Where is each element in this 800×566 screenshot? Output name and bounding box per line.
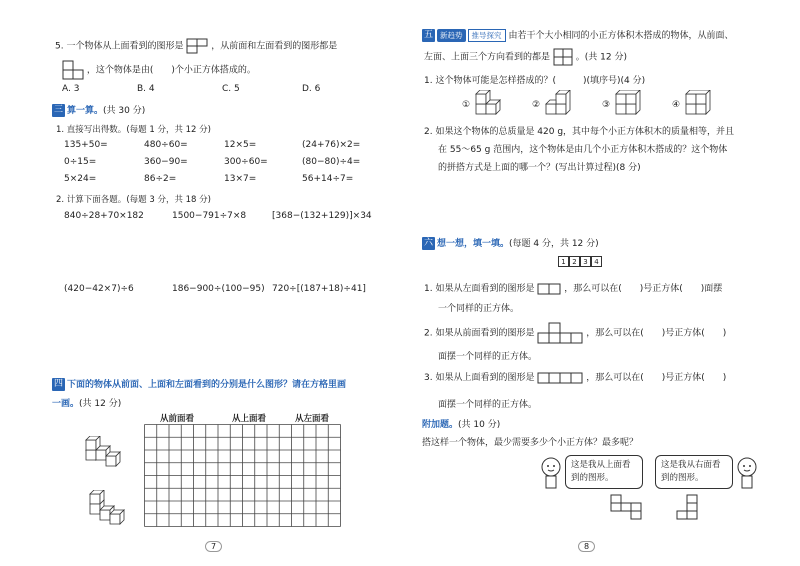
section-3-sub1: 1. 直接写出得数。(每题 1 分，共 12 分): [56, 125, 211, 135]
section-6-number: 六: [423, 238, 433, 248]
cube-1: 1: [558, 256, 569, 267]
calc2-item: 840÷28+70×182: [64, 211, 144, 221]
calc-item: 480÷60=: [144, 140, 188, 150]
sec6-q1-a: 1. 如果从左面看到的图形是: [424, 284, 535, 294]
section-5-text-2a: 左面、上面三个方向看到的都是: [424, 52, 551, 63]
figure-option-2[interactable]: ②: [532, 100, 541, 110]
trend-tag: 新趋势: [437, 29, 466, 42]
cube-4: 4: [591, 256, 602, 267]
figure-option-4[interactable]: ④: [672, 100, 681, 110]
sec6-q2-a: 2. 如果从前面看到的图形是: [424, 328, 535, 339]
q5-text-a: 5. 一个物体从上面看到的图形是: [55, 41, 184, 52]
calc2-item: 186−900÷(100−95): [172, 284, 265, 294]
square-view-shape-icon: [553, 48, 573, 66]
cube-object-2-icon: [86, 490, 126, 526]
section-5-header: [422, 28, 734, 42]
front-view-shape-2-icon: [537, 322, 583, 344]
grid-header-left: 从左面看: [295, 414, 330, 424]
sec6-q1-c: 一个同样的正方体。: [438, 304, 520, 314]
calc-item: (24+76)×2=: [302, 140, 361, 150]
calc-item: 0÷15=: [64, 157, 97, 167]
cube-object-1-icon: [82, 436, 122, 470]
speech-bubble-top: 这是我从上面看到的图形。: [565, 455, 643, 489]
figure-3-icon: [614, 90, 648, 118]
calc-item: 86÷2=: [144, 174, 177, 184]
cube-3: 3: [580, 256, 591, 267]
section-5-q2-line2: 在 55～65 g 范围内，这个物体是由几个小正方体积木搭成的？这个物体: [438, 145, 728, 155]
figure-option-3[interactable]: ③: [602, 100, 611, 110]
figure-2-icon: [544, 90, 578, 118]
q5-line1: [55, 38, 337, 54]
q5-text-b: ，从前面和左面看到的图形都是: [211, 41, 338, 52]
sec6-q3-a: 3. 如果从上面看到的图形是: [424, 373, 535, 383]
calc-item: (80−80)÷4=: [302, 157, 361, 167]
calc-item: 360−90=: [144, 157, 188, 167]
q5-text-c: ，这个物体是由( )个小正方体搭成的。: [86, 65, 256, 76]
calc2-item: [368−(132+129)]×34: [272, 211, 372, 221]
top-view-figure-icon: [610, 494, 644, 520]
section-5-text-2b: 。(共 12 分): [575, 52, 627, 63]
calc-item: 300÷60=: [224, 157, 268, 167]
section-5-number: 五: [423, 30, 433, 40]
calc2-item: 1500−791÷7×8: [172, 211, 247, 221]
option-figures: [462, 90, 782, 120]
speech-bubble-right: 这是我从右面看到的图形。: [655, 455, 733, 489]
figure-option-1[interactable]: ①: [462, 100, 471, 110]
figure-1-icon: [474, 90, 508, 118]
grid-header-top: 从上面看: [232, 414, 267, 424]
left-view-shape-icon: [537, 283, 561, 295]
section-3-header: [52, 103, 145, 117]
top-view-shape-2-icon: [537, 372, 583, 384]
page-number-left: 7: [205, 541, 222, 552]
calc-item: 5×24=: [64, 174, 97, 184]
section-5-text-1: 由若干个大小相同的小正方体积木搭成的物体，从前面、: [508, 31, 734, 41]
section-5-q2-line1: 2. 如果这个物体的总质量是 420 g，其中每个小正方体积木的质量相等，并且: [424, 127, 735, 137]
explore-tag: 推导探究: [468, 29, 506, 42]
option-a[interactable]: A. 3: [62, 84, 80, 94]
sec6-q3: [424, 370, 726, 384]
calc-item: 135+50=: [64, 140, 108, 150]
calc-item: 13×7=: [224, 174, 257, 184]
top-view-shape-icon: [186, 38, 208, 54]
page-number-right: 8: [578, 541, 595, 552]
extra-score: (共 10 分): [458, 420, 501, 430]
section-4-score: (共 12 分): [79, 399, 122, 409]
calc2-item: (420−42×7)÷6: [64, 284, 134, 294]
calc2-item: 720÷[(187+18)÷41]: [272, 284, 366, 294]
extra-title: 附加题。: [422, 420, 459, 430]
sec6-q2-c: 面摆一个同样的正方体。: [438, 352, 538, 362]
section-4-title-2: 一画。: [52, 399, 80, 409]
front-view-shape-icon: [62, 60, 84, 80]
option-c[interactable]: C. 5: [222, 84, 240, 94]
cube-2: 2: [569, 256, 580, 267]
right-view-figure-icon: [675, 494, 701, 520]
section-5-line2: [424, 48, 627, 66]
calc-item: 12×5=: [224, 140, 257, 150]
section-3-title: 算一算。: [67, 106, 104, 116]
sec6-q3-c: 面摆一个同样的正方体。: [438, 400, 538, 410]
section-4-title: 下面的物体从前面、上面和左面看到的分别是什么图形？请在方格里画: [67, 380, 347, 390]
figure-4-icon: [684, 90, 718, 118]
sec6-q2-b: ，那么可以在( )号正方体( ): [586, 328, 727, 339]
option-b[interactable]: B. 4: [137, 84, 155, 94]
section-3-sub2: 2. 计算下面各题。(每题 3 分，共 18 分): [56, 195, 211, 205]
sec6-q3-b: ，那么可以在( )号正方体( ): [586, 373, 727, 383]
calc-grid: [64, 140, 364, 200]
sec6-q2: [424, 322, 726, 344]
sec6-q1: [424, 281, 722, 295]
section-4-header-2: [52, 396, 121, 409]
section-4-header: [52, 377, 346, 391]
option-d[interactable]: D. 6: [302, 84, 321, 94]
sec6-q1-b: ，那么可以在( )号正方体( )面摆: [564, 284, 723, 294]
numbered-cubes: [558, 256, 602, 267]
calc-item: 56+14÷7=: [302, 174, 354, 184]
right-page: [400, 0, 800, 566]
section-6-title: 想一想，填一填。: [437, 239, 510, 249]
section-6-score: (每题 4 分，共 12 分): [509, 239, 599, 249]
section-3-score: (共 30 分): [103, 106, 146, 116]
section-4-number: 四: [53, 379, 63, 389]
extra-question: 搭这样一个物体，最少需要多少个小正方体？最多呢？: [422, 438, 639, 448]
girl-avatar-icon: [540, 456, 562, 490]
drawing-grid[interactable]: [144, 424, 344, 528]
extra-header: [422, 417, 500, 430]
section-5-q2-line3: 的拼搭方式是上面的哪一个？(写出计算过程)(8 分): [438, 163, 641, 173]
boy-avatar-icon: [736, 456, 758, 490]
section-3-number: 三: [53, 105, 63, 115]
section-5-q1: 1. 这个物体可能是怎样搭成的？( )(填序号)(4 分): [424, 76, 646, 86]
section-6-header: [422, 236, 599, 250]
grid-header-front: 从前面看: [160, 414, 195, 424]
q5-line2: [62, 60, 256, 80]
